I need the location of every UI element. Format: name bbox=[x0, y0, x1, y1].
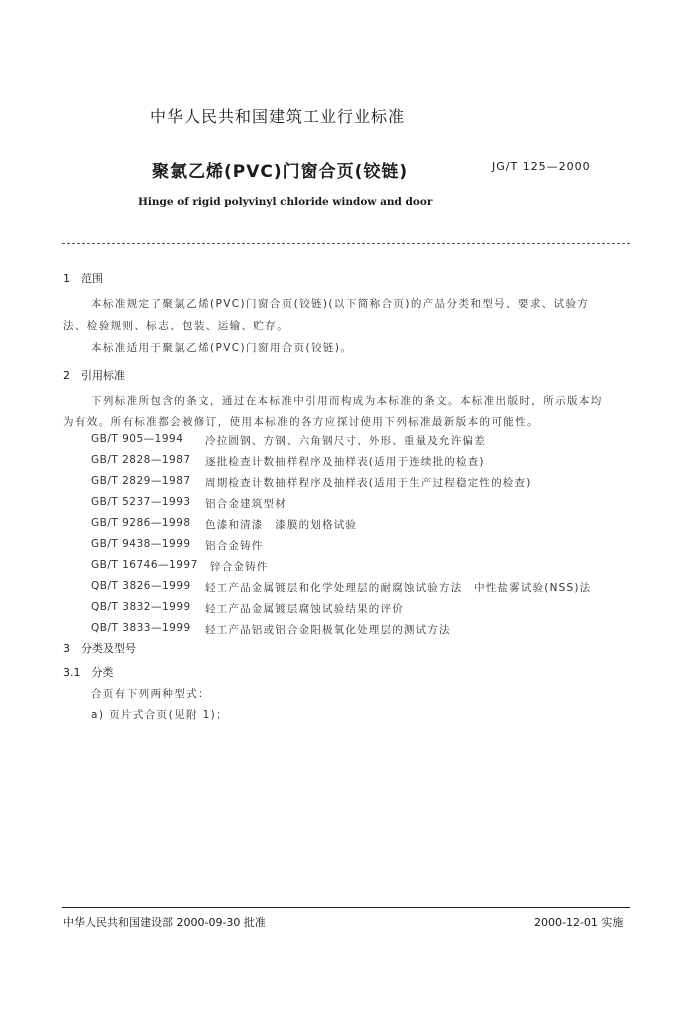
section-3-1-paragraph: 合页有下列两种型式： bbox=[91, 688, 210, 700]
section-2-paragraph-line-2: 为有效。所有标准都会被修订，使用本标准的各方应探讨使用下列标准最新版本的可能性。 bbox=[63, 416, 539, 428]
reference-title: 锌合金铸件 bbox=[210, 561, 269, 573]
reference-title: 轻工产品铝或铝合金阳极氧化处理层的测试方法 bbox=[205, 624, 451, 636]
section-1-paragraph-2: 本标准适用于聚氯乙烯(PVC)门窗用合页(铰链)。 bbox=[91, 342, 353, 354]
english-title: Hinge of rigid polyvinyl chloride window and door bbox=[138, 196, 433, 208]
reference-number: GB/T 2828—1987 bbox=[91, 454, 191, 466]
section-2-heading: 2 引用标准 bbox=[63, 369, 125, 382]
reference-number: QB/T 3833—1999 bbox=[91, 622, 191, 634]
implementation-date: 2000-12-01 实施 bbox=[534, 916, 624, 929]
reference-title: 铝合金铸件 bbox=[205, 540, 264, 552]
standard-code: JG/T 125—2000 bbox=[492, 160, 591, 173]
section-2-paragraph-line-1: 下列标准所包含的条文，通过在本标准中引用而构成为本标准的条文。本标准出版时，所示版本均 bbox=[91, 395, 603, 407]
reference-title: 轻工产品金属镀层和化学处理层的耐腐蚀试验方法 中性盐雾试验(NSS)法 bbox=[205, 582, 592, 594]
reference-number: GB/T 5237—1993 bbox=[91, 496, 191, 508]
section-3-1-item-a: a) 页片式合页(见附 1)； bbox=[91, 709, 229, 721]
reference-number: GB/T 9286—1998 bbox=[91, 517, 191, 529]
reference-number: GB/T 905—1994 bbox=[91, 433, 184, 445]
section-1-paragraph-1-line-2: 法、检验规则、标志、包装、运输、贮存。 bbox=[63, 320, 290, 332]
header-divider bbox=[62, 243, 630, 244]
reference-title: 冷拉圆钢、方钢、六角钢尺寸、外形、重量及允许偏差 bbox=[205, 435, 486, 447]
reference-title: 逐批检查计数抽样程序及抽样表(适用于连续批的检查) bbox=[205, 456, 485, 468]
section-1-paragraph-1-line-1: 本标准规定了聚氯乙烯(PVC)门窗合页(铰链)(以下简称合页)的产品分类和型号、要求、试验方 bbox=[91, 298, 590, 310]
reference-title: 色漆和清漆 漆膜的划格试验 bbox=[205, 519, 358, 531]
reference-number: GB/T 9438—1999 bbox=[91, 538, 191, 550]
reference-number: GB/T 16746—1997 bbox=[91, 559, 198, 571]
reference-title: 周期检查计数抽样程序及抽样表(适用于生产过程稳定性的检查) bbox=[205, 477, 532, 489]
reference-title: 铝合金建筑型材 bbox=[205, 498, 287, 510]
section-1-heading: 1 范围 bbox=[63, 272, 103, 285]
approval-date: 中华人民共和国建设部 2000-09-30 批准 bbox=[63, 916, 266, 929]
section-3-heading: 3 分类及型号 bbox=[63, 642, 136, 655]
issuing-organization: 中华人民共和国建筑工业行业标准 bbox=[150, 107, 406, 126]
reference-number: GB/T 2829—1987 bbox=[91, 475, 191, 487]
section-3-1-heading: 3.1 分类 bbox=[63, 666, 114, 679]
footer-divider bbox=[62, 907, 630, 908]
reference-title: 轻工产品金属镀层腐蚀试验结果的评价 bbox=[205, 603, 404, 615]
document-title: 聚氯乙烯(PVC)门窗合页(铰链) bbox=[152, 162, 409, 182]
reference-number: QB/T 3832—1999 bbox=[91, 601, 191, 613]
reference-number: QB/T 3826—1999 bbox=[91, 580, 191, 592]
